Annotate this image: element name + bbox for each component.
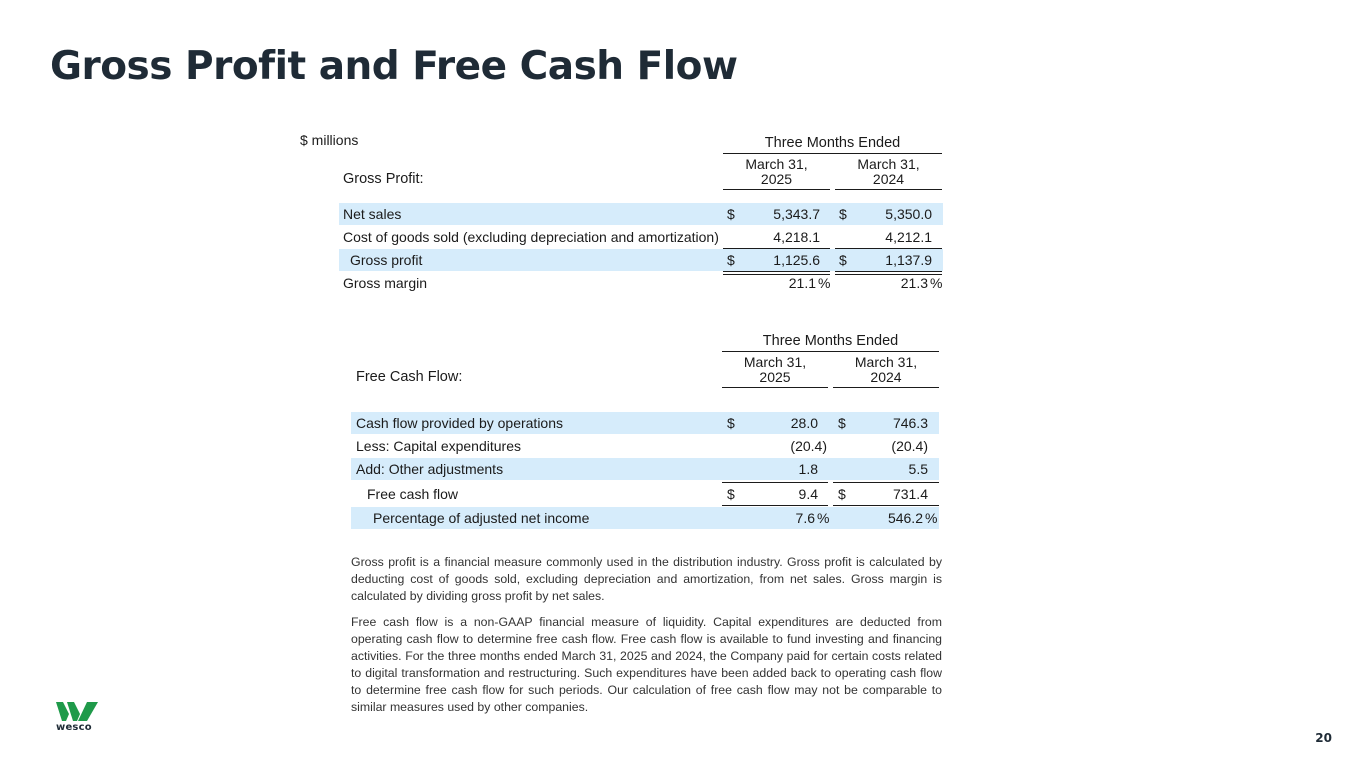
value-2025: 1.8 [798,461,818,477]
value-2025: 4,218.1 [773,229,820,245]
percent-sign: % [817,510,830,526]
table-row-other-adjustments [351,458,939,480]
row-label: Add: Other adjustments [356,461,504,477]
percent-sign: % [925,510,938,526]
currency-symbol: $ [838,415,846,431]
table-row-gross-margin [339,272,943,294]
value-2025: 21.1 [788,275,816,291]
value-2024: 5.5 [908,461,928,477]
logo-wordmark: wesco [56,722,92,733]
percent-sign: % [930,275,943,291]
value-2024: 21.3 [900,275,928,291]
currency-symbol: $ [838,486,846,502]
value-2024: 746.3 [892,415,928,431]
page-title: Gross Profit and Free Cash Flow [50,44,738,89]
row-label: Gross margin [343,275,428,291]
row-label: Net sales [343,206,402,222]
value-2025: 1,125.6 [773,252,820,268]
period-header: Three Months Ended [723,135,942,154]
row-label: Cost of goods sold (excluding depreciation and amortization) [343,229,719,245]
currency-symbol: $ [727,206,735,222]
value-2025: 9.4 [798,486,818,502]
gross-profit-note: Gross profit is a financial measure commonly used in the distribution industry. Gross profit is calculated by deducting cost of goods sold, excluding depreciation and amortization, from net sales. Gross margin is calculated by dividing gross profit by net sales. [351,555,942,603]
section-label: Gross Profit: [343,171,424,187]
currency-symbol: $ [839,252,847,268]
value-2024: 5,350.0 [885,206,932,222]
period-header: Three Months Ended [722,333,939,352]
table-row-free-cash-flow [351,483,939,505]
column-header-2024: March 31, 2024 [833,355,939,388]
table-row-capital-expenditures [351,435,939,457]
page-number: 20 [1315,731,1332,745]
free-cash-flow-table [351,328,939,530]
value-2025: (20.4) [790,438,827,454]
value-2024: 1,137.9 [885,252,932,268]
value-2024: 4,212.1 [885,229,932,245]
table-row-cash-flow-operations [351,412,939,434]
value-2024: 546.2 [887,510,923,526]
column-header-2025: March 31, 2025 [722,355,828,388]
value-2025: 7.6 [795,510,815,526]
row-label: Free cash flow [367,486,459,502]
value-2025: 5,343.7 [773,206,820,222]
table-row-net-sales [339,203,943,225]
gross-profit-table [339,130,943,295]
row-label: Less: Capital expenditures [356,438,521,454]
table-row-cogs [339,226,943,248]
table-row-percentage-adjusted-net-income [351,507,939,529]
free-cash-flow-note: Free cash flow is a non-GAAP financial measure of liquidity. Capital expenditures are deducted from operating cash flow to determine free cash flow. Free cash flow is available to fund investing and financing activities. For the three months ended March 31, 2025 and 2024, the Company paid for certain costs related to digital transformation and restructuring. Such expenditures have been added back to operating cash flow to determine free cash flow for such periods. Our calculation of free cash flow may not be comparable to similar measures used by other companies. [351,615,942,714]
row-label: Cash flow provided by operations [356,415,564,431]
currency-symbol: $ [727,486,735,502]
currency-symbol: $ [727,252,735,268]
value-2024: 731.4 [892,486,928,502]
units-label: $ millions [300,132,359,148]
column-header-2024: March 31, 2024 [835,157,942,190]
column-header-2025: March 31, 2025 [723,157,830,190]
wesco-logo-icon [56,702,98,722]
currency-symbol: $ [839,206,847,222]
percent-sign: % [818,275,831,291]
row-label: Gross profit [350,252,423,268]
value-2024: (20.4) [891,438,928,454]
value-2025: 28.0 [790,415,818,431]
row-label: Percentage of adjusted net income [373,510,590,526]
currency-symbol: $ [727,415,735,431]
section-label: Free Cash Flow: [356,369,463,385]
table-row-gross-profit [339,249,943,271]
